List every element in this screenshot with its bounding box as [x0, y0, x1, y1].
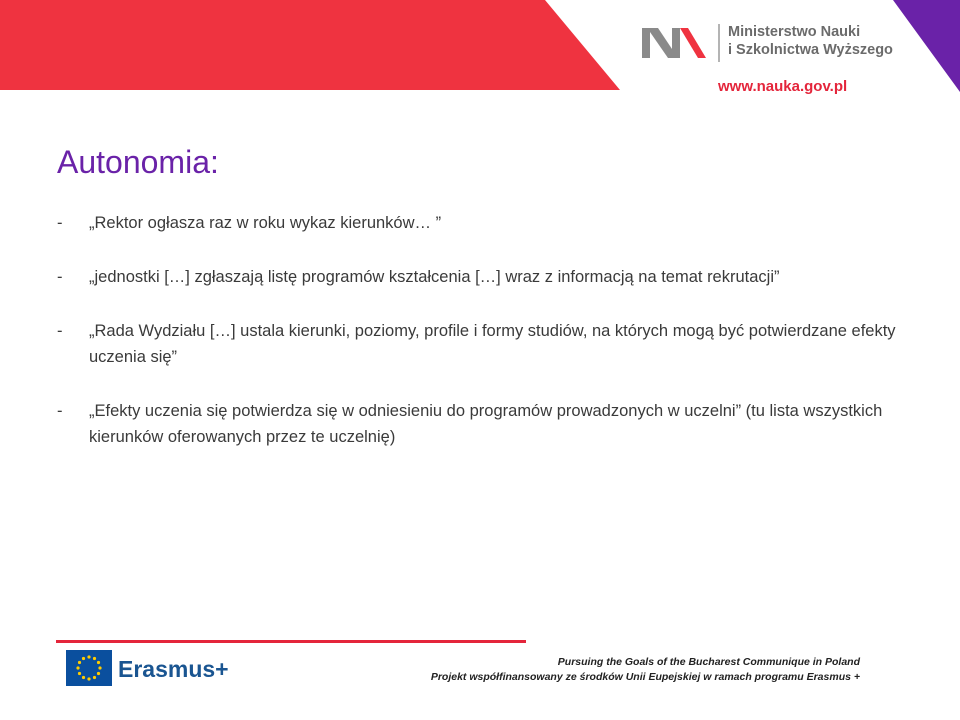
erasmus-wordmark: Erasmus+ — [118, 656, 229, 682]
header-banner — [0, 0, 960, 100]
bullet-marker: - — [57, 402, 63, 420]
bullet-item-units — [57, 264, 917, 290]
website-link[interactable]: www.nauka.gov.pl — [718, 78, 848, 95]
bullet-item-learning-outcomes — [57, 398, 917, 450]
bullet-list — [57, 210, 917, 478]
slide-title: Autonomia: — [57, 144, 219, 180]
bullet-text: „Rada Wydziału […] ustala kierunki, poziomy, profile i formy studiów, na których mogą być potwierdzane efekty uczenia się” — [89, 322, 896, 366]
footer-project-info — [380, 655, 860, 685]
bullet-marker: - — [57, 268, 63, 286]
ministry-name — [728, 23, 893, 59]
bullet-item-faculty-council — [57, 318, 917, 370]
red-band — [0, 0, 620, 90]
eu-flag-icon — [66, 650, 112, 686]
bullet-text: „jednostki […] zgłaszają listę programów kształcenia […] wraz z informacją na temat rekrutacji” — [89, 268, 780, 286]
bullet-marker: - — [57, 214, 63, 232]
footer-line-funding: Projekt współfinansowany ze środków Unii Eupejskiej w ramach programu Erasmus + — [430, 671, 860, 683]
bullet-text: „Efekty uczenia się potwierdza się w odniesieniu do programów prowadzonych w uczelni” (tu lista wszystkich kierunków oferowanych przez te uczelnię) — [89, 402, 883, 446]
footer-line-goals: Pursuing the Goals of the Bucharest Communique in Poland — [557, 656, 860, 668]
ministry-name-line2: i Szkolnictwa Wyższego — [728, 42, 893, 58]
bullet-item-rector — [57, 210, 917, 236]
ministry-emblem-icon — [636, 18, 721, 68]
footer-divider — [56, 640, 526, 643]
purple-corner — [893, 0, 960, 92]
ministry-name-line1: Ministerstwo Nauki — [728, 24, 861, 40]
bullet-marker: - — [57, 322, 63, 340]
erasmus-logo — [66, 650, 236, 690]
ministry-logo — [636, 18, 896, 68]
bullet-text: „Rektor ogłasza raz w roku wykaz kierunków… ” — [89, 214, 442, 232]
